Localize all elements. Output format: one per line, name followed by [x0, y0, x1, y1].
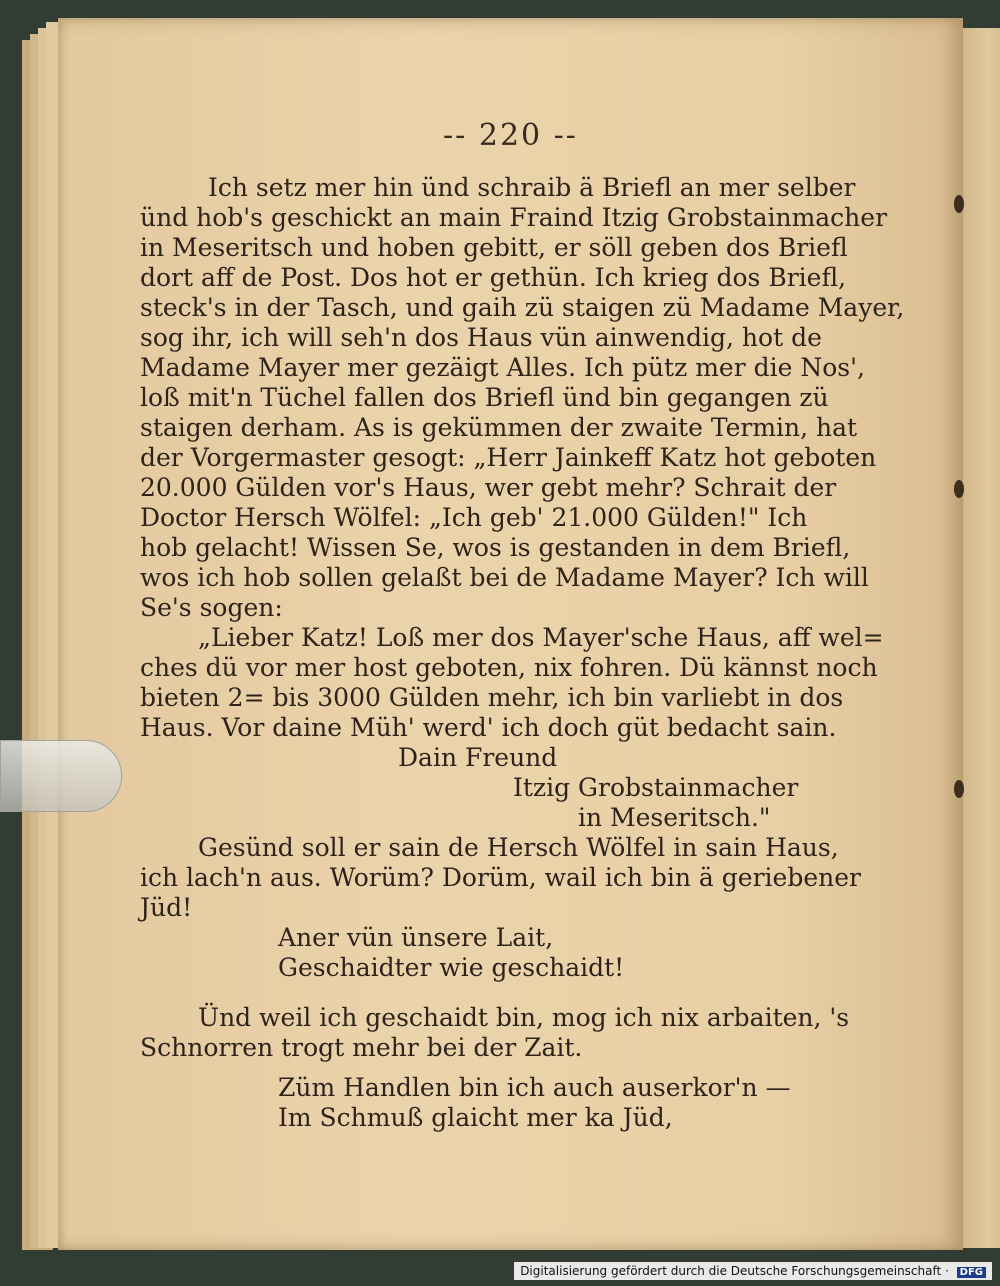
text-line: hob gelacht! Wissen Se, wos is gestanden in dem Briefl, — [140, 533, 851, 562]
text-line: staigen derham. As is gekümmen der zwaite Termin, hat — [140, 413, 858, 442]
digitization-credit — [514, 1262, 992, 1280]
text-line: in Meseritsch." — [578, 803, 771, 832]
text-line: ünd hob's geschickt an main Fraind Itzig Grobstainmacher — [140, 203, 888, 232]
text-line: 20.000 Gülden vor's Haus, wer gebt mehr? Schrait der — [140, 473, 837, 502]
text-line: ches dü vor mer host geboten, nix fohren. Dü kännst noch — [140, 653, 878, 682]
text-line: Doctor Hersch Wölfel: „Ich geb' 21.000 Gülden!" Ich — [140, 503, 808, 532]
page-number: -- 220 -- — [443, 118, 578, 153]
text-line: steck's in der Tasch, und gaih zü staigen zü Madame Mayer, — [140, 293, 905, 322]
text-line: der Vorgermaster gesogt: „Herr Jainkeff Katz hot geboten — [140, 443, 877, 472]
text-line: Ünd weil ich geschaidt bin, mog ich nix arbaiten, 's — [198, 1003, 850, 1032]
text-line: Geschaidter wie geschaidt! — [278, 953, 625, 982]
text-line: Se's sogen: — [140, 593, 283, 622]
text-line: „Lieber Katz! Loß mer dos Mayer'sche Haus, aff wel= — [198, 623, 884, 652]
page-damage — [954, 195, 964, 213]
text-line: sog ihr, ich will seh'n dos Haus vün ainwendig, hot de — [140, 323, 822, 352]
credit-text: Digitalisierung gefördert durch die Deutsche Forschungsgemeinschaft · — [520, 1264, 949, 1278]
text-line: Im Schmuß glaicht mer ka Jüd, — [278, 1103, 673, 1132]
text-line: Itzig Grobstainmacher — [513, 773, 799, 802]
text-line: Ich setz mer hin ünd schraib ä Briefl an mer selber — [208, 173, 856, 202]
page-damage — [954, 780, 964, 798]
page-damage — [954, 480, 964, 498]
text-line: in Meseritsch und hoben gebitt, er söll geben dos Briefl — [140, 233, 848, 262]
text-line: bieten 2= bis 3000 Gülden mehr, ich bin varliebt in dos — [140, 683, 844, 712]
text-line: ich lach'n aus. Worüm? Dorüm, wail ich bin ä geriebener — [140, 863, 861, 892]
book-page — [58, 18, 963, 1250]
bookmark-strip — [0, 740, 122, 812]
text-line: Aner vün ünsere Lait, — [278, 923, 554, 952]
dfg-logo: DFG — [957, 1267, 986, 1278]
text-line: Züm Handlen bin ich auch auserkor'n — — [278, 1073, 791, 1102]
text-line: Jüd! — [140, 893, 193, 922]
text-line: Dain Freund — [398, 743, 558, 772]
text-line: wos ich hob sollen gelaßt bei de Madame Mayer? Ich will — [140, 563, 869, 592]
text-line: dort aff de Post. Dos hot er gethün. Ich krieg dos Briefl, — [140, 263, 847, 292]
text-line: Gesünd soll er sain de Hersch Wölfel in sain Haus, — [198, 833, 839, 862]
facing-page-edge — [958, 28, 1000, 1248]
text-line: Madame Mayer mer gezäigt Alles. Ich pütz mer die Nos', — [140, 353, 865, 382]
text-line: loß mit'n Tüchel fallen dos Briefl ünd bin gegangen zü — [140, 383, 829, 412]
text-line: Haus. Vor daine Müh' werd' ich doch güt bedacht sain. — [140, 713, 837, 742]
text-line: Schnorren trogt mehr bei der Zait. — [140, 1033, 583, 1062]
